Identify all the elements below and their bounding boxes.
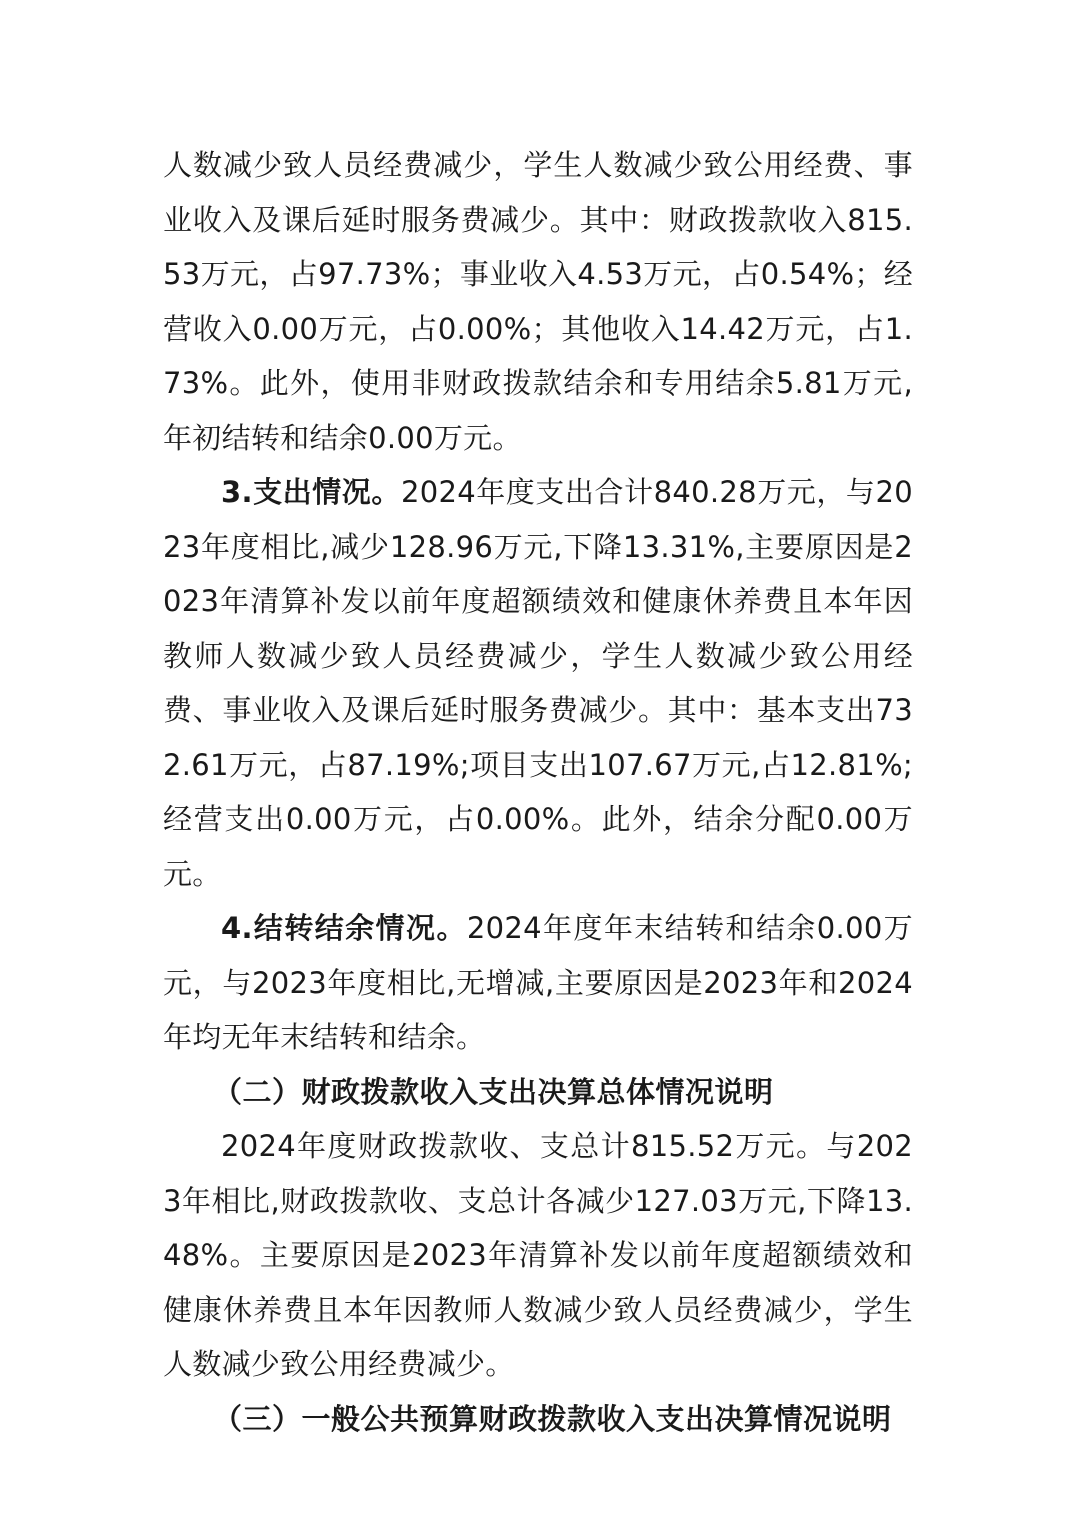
section-3-paragraph	[163, 465, 913, 901]
paragraph-2: 2024年度财政拨款收、支总计815.52万元。与2023年相比,财政拨款收、支总计各减少127.03万元,下降13.48%。主要原因是2023年清算补发以前年度超额绩效和健康休养费且本年因教师人数减少致人员经费减少，学生人数减少致公用经费减少。	[163, 1129, 913, 1381]
heading-2: （二）财政拨款收入支出决算总体情况说明	[213, 1074, 774, 1109]
section-3-lead: 3.支出情况。	[221, 475, 401, 509]
intro-paragraph: 人数减少致人员经费减少，学生人数减少致公用经费、事业收入及课后延时服务费减少。其中：财政拨款收入815.53万元，占97.73%；事业收入4.53万元，占0.54%；经营收入0.00万元，占0.00%；其他收入14.42万元，占1.73%。此外，使用非财政拨款结余和专用结余5.81万元,年初结转和结余0.00万元。	[163, 148, 913, 455]
section-4-lead: 4.结转结余情况。	[221, 911, 467, 945]
document-page	[163, 138, 913, 1446]
section-4-text: 2024年度年末结转和结余0.00万元，与2023年度相比,无增减,主要原因是2023年和2024年均无年末结转和结余。	[163, 911, 913, 1054]
section-3-text: 2024年度支出合计840.28万元，与2023年度相比,减少128.96万元,下降13.31%,主要原因是2023年清算补发以前年度超额绩效和健康休养费且本年因教师人数减少致人员经费减少，学生人数减少致公用经费、事业收入及课后延时服务费减少。其中：基本支出732.61万元，占87.19%;项目支出107.67万元,占12.81%;经营支出0.00万元，占0.00%。此外，结余分配0.00万元。	[163, 475, 913, 891]
heading-3: （三）一般公共预算财政拨款收入支出决算情况说明	[213, 1401, 892, 1436]
section-4-paragraph	[163, 901, 913, 1065]
